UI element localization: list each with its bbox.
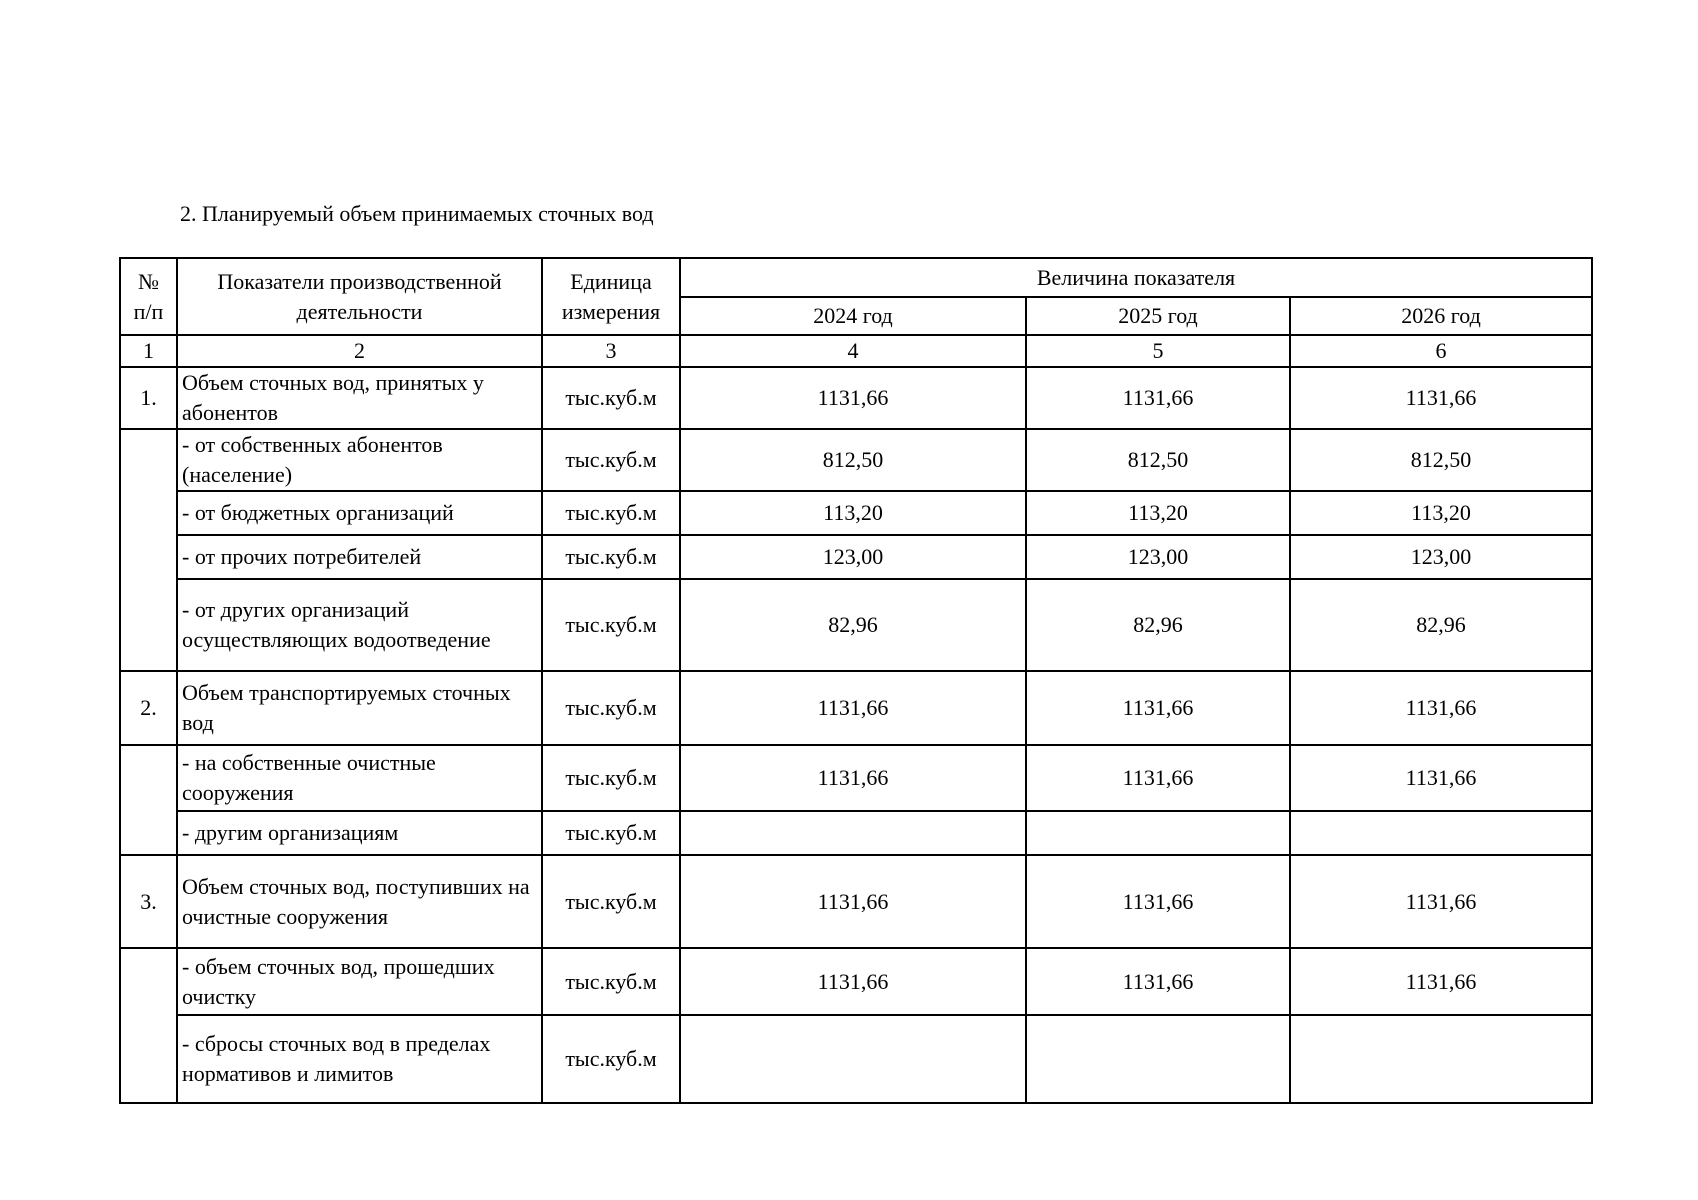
row-unit: тыс.куб.м [542,367,680,429]
row-label: Объем сточных вод, поступивших на очистные сооружения [177,855,542,948]
row-value-2026: 1131,66 [1290,367,1592,429]
column-number: 4 [680,335,1026,367]
table-row [120,745,1592,811]
header-num-label: № п/п [133,268,164,324]
header-year-2025: 2025 год [1026,297,1290,335]
table-row [120,948,1592,1015]
row-value-2025 [1026,811,1290,855]
column-number: 5 [1026,335,1290,367]
row-value-2025: 1131,66 [1026,367,1290,429]
column-number-row [120,335,1592,367]
header-unit: Единица измерения [542,258,680,335]
row-label: - от бюджетных организаций [177,491,542,535]
row-value-2026: 1131,66 [1290,671,1592,745]
row-value-2025: 1131,66 [1026,671,1290,745]
table-row [120,535,1592,579]
row-value-2024: 812,50 [680,429,1026,491]
row-label: - на собственные очистные сооружения [177,745,542,811]
header-indicator: Показатели производственной деятельности [177,258,542,335]
header-year-2024: 2024 год [680,297,1026,335]
row-value-2024 [680,811,1026,855]
row-value-2024: 113,20 [680,491,1026,535]
table-row [120,671,1592,745]
header-value-group: Величина показателя [680,258,1592,297]
row-unit: тыс.куб.м [542,811,680,855]
row-value-2024: 82,96 [680,579,1026,671]
row-unit: тыс.куб.м [542,1015,680,1103]
row-unit: тыс.куб.м [542,491,680,535]
row-value-2026: 812,50 [1290,429,1592,491]
row-value-2026: 123,00 [1290,535,1592,579]
row-num: 1. [120,367,177,429]
row-value-2026: 1131,66 [1290,855,1592,948]
row-value-2025: 1131,66 [1026,948,1290,1015]
row-value-2025 [1026,1015,1290,1103]
row-num: 3. [120,855,177,948]
row-num-empty [120,948,177,1103]
row-value-2026 [1290,1015,1592,1103]
row-value-2025: 82,96 [1026,579,1290,671]
row-value-2026: 1131,66 [1290,948,1592,1015]
column-number: 2 [177,335,542,367]
row-value-2024: 123,00 [680,535,1026,579]
row-label: - от прочих потребителей [177,535,542,579]
row-unit: тыс.куб.м [542,948,680,1015]
row-value-2026: 82,96 [1290,579,1592,671]
row-num-empty [120,745,177,855]
row-value-2024 [680,1015,1026,1103]
row-value-2026 [1290,811,1592,855]
row-unit: тыс.куб.м [542,429,680,491]
row-label: Объем сточных вод, принятых у абонентов [177,367,542,429]
document-heading: 2. Планируемый объем принимаемых сточных вод [180,201,654,226]
row-label: - другим организациям [177,811,542,855]
row-unit: тыс.куб.м [542,579,680,671]
row-value-2024: 1131,66 [680,367,1026,429]
row-value-2025: 1131,66 [1026,745,1290,811]
wastewater-volume-table [119,257,1593,1104]
row-label: - объем сточных вод, прошедших очистку [177,948,542,1015]
row-label: - от собственных абонентов (население) [177,429,542,491]
column-number: 6 [1290,335,1592,367]
row-value-2024: 1131,66 [680,745,1026,811]
row-unit: тыс.куб.м [542,855,680,948]
row-value-2024: 1131,66 [680,855,1026,948]
column-number: 3 [542,335,680,367]
table-row [120,855,1592,948]
row-value-2025: 113,20 [1026,491,1290,535]
row-label: Объем транспортируемых сточных вод [177,671,542,745]
row-value-2026: 1131,66 [1290,745,1592,811]
header-row-top [120,258,1592,297]
row-unit: тыс.куб.м [542,535,680,579]
row-value-2025: 1131,66 [1026,855,1290,948]
row-value-2025: 812,50 [1026,429,1290,491]
row-num-empty [120,429,177,671]
table-row [120,579,1592,671]
row-label: - от других организаций осуществляющих водоотведение [177,579,542,671]
table-row [120,1015,1592,1103]
table-row [120,811,1592,855]
row-unit: тыс.куб.м [542,745,680,811]
row-value-2024: 1131,66 [680,948,1026,1015]
row-num: 2. [120,671,177,745]
header-num [120,258,177,335]
row-value-2025: 123,00 [1026,535,1290,579]
table-row [120,491,1592,535]
row-label: - сбросы сточных вод в пределах нормативов и лимитов [177,1015,542,1103]
column-number: 1 [120,335,177,367]
row-value-2026: 113,20 [1290,491,1592,535]
table-row [120,429,1592,491]
row-unit: тыс.куб.м [542,671,680,745]
row-value-2024: 1131,66 [680,671,1026,745]
table-row [120,367,1592,429]
header-year-2026: 2026 год [1290,297,1592,335]
